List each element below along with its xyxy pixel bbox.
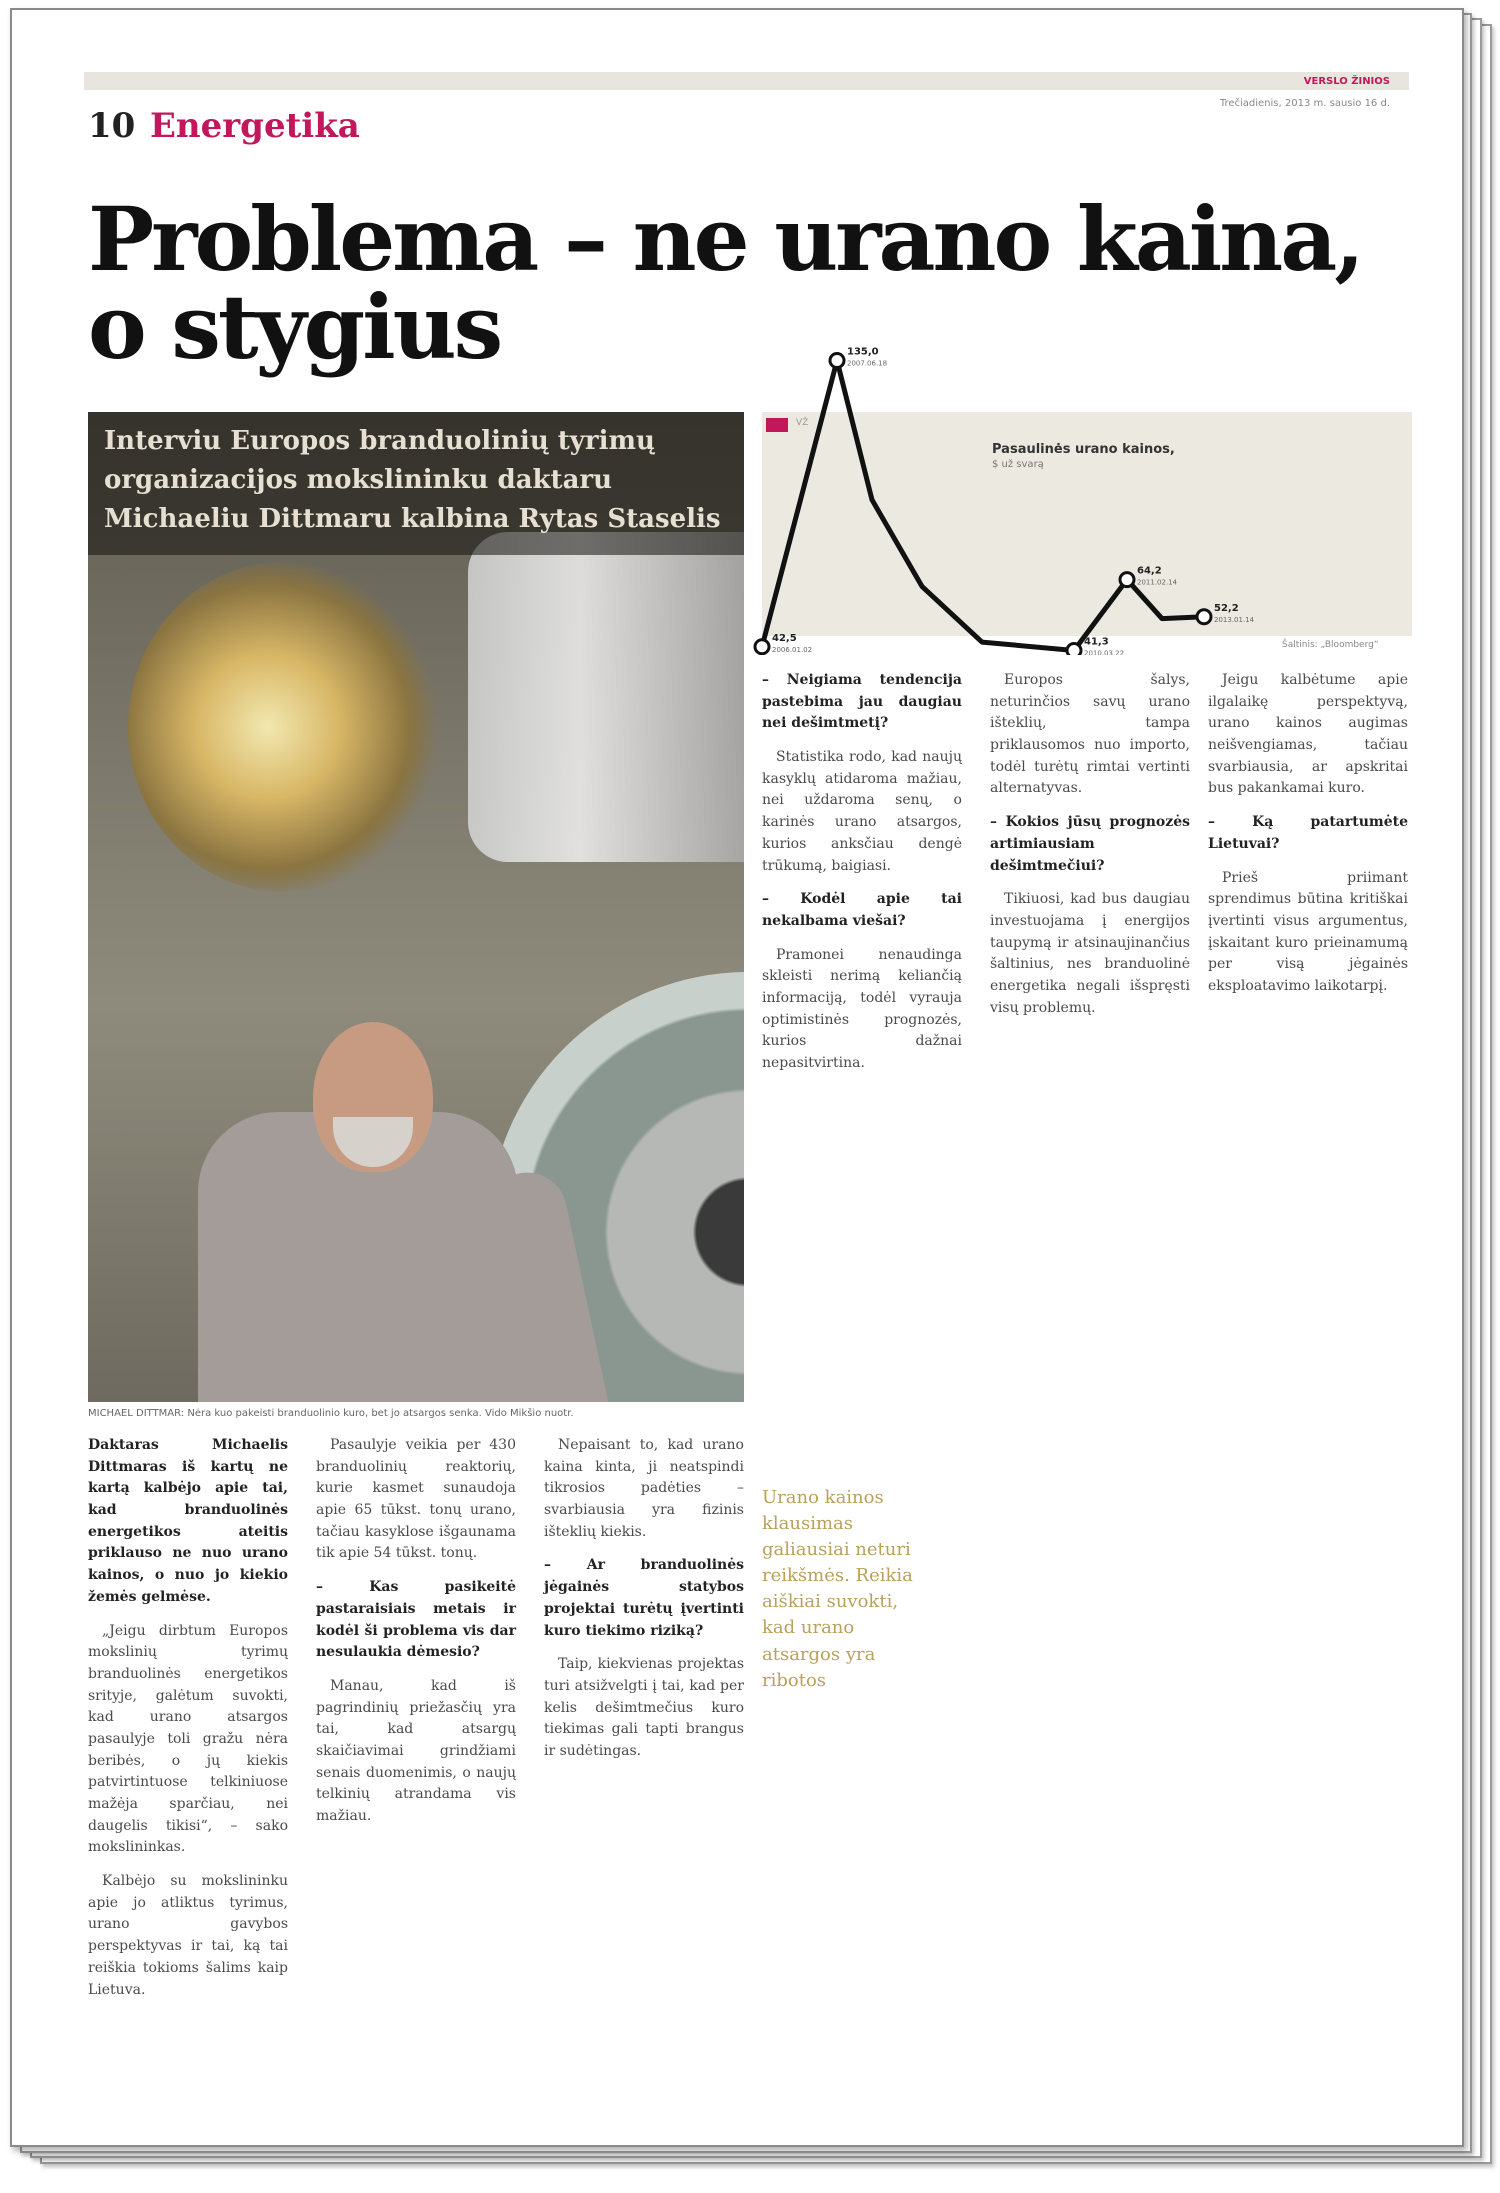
- page-number: 10: [88, 106, 136, 146]
- price-point-8: [1197, 610, 1211, 624]
- pull-quote: Urano kainos klausimas galiausiai neturi reikšmės. Reikia aiškiai suvokti, kad urano atsargos yra ribotos: [762, 1487, 913, 1691]
- body-paragraph: Pramonei nenaudinga skleisti nerimą keliančią informaciją, todėl vyrauja optimistinės prognozės, kurios dažnai nepasitvirtina.: [762, 946, 962, 1071]
- point-date-label: 2007.06.18: [847, 359, 888, 368]
- tunnel-light: [128, 562, 438, 892]
- question-paragraph: – Neigiama tendencija pastebima jau daugiau nei dešimtmetį?: [762, 672, 962, 732]
- body-paragraph: Taip, kiekvienas projektas turi atsižvelgti į tai, kad per kelis dešimtmečius kuro tiekimas gali tapti brangus ir sudėtingas.: [544, 1656, 744, 1759]
- question-paragraph: – Ar branduolinės jėgainės statybos projektai turėtų įvertinti kuro tiekimo riziką?: [544, 1557, 744, 1639]
- article-column-5: [990, 670, 1190, 1031]
- chart-title: Pasaulinės urano kainos,: [992, 442, 1175, 457]
- photo-caption: MICHAEL DITTMAR: Nėra kuo pakeisti branduolinio kuro, bet jo atsargos senka. Vido Mikšio nuotr.: [88, 1408, 574, 1419]
- portrait-photo: [88, 412, 744, 1402]
- body-paragraph: Nepaisant to, kad urano kaina kinta, ji neatspindi tikrosios padėties – svarbiausia yra fizinis išteklių kiekis.: [544, 1437, 744, 1540]
- price-point-1: [830, 353, 844, 367]
- chart-tag-label: VŽ: [796, 418, 809, 428]
- issue-date: Trečiadienis, 2013 m. sausio 16 d.: [1219, 98, 1390, 109]
- point-date-label: 2010.03.22: [1084, 649, 1125, 655]
- price-point-5: [1067, 644, 1081, 656]
- intro-overlay: [88, 412, 744, 555]
- price-point-6: [1120, 573, 1134, 587]
- body-paragraph: Prieš priimant sprendimus būtina kritiškai įvertinti visus argumentus, įskaitant kuro prieinamumą per visą jėgainės eksploatavimo laikotarpį.: [1208, 869, 1408, 994]
- headline: Problema – ne urano kaina, o stygius: [88, 187, 1362, 379]
- body-paragraph: „Jeigu dirbtum Europos mokslinių tyrimų branduolinės energetikos srityje, galėtum suvokti, kad urano atsargos pasaulyje toli gražu nėra beribės, o jų kiekis patvirtintuose telkiniuose mažėja sparčiau, nei daugelis tikisi“, – sako mokslininkas.: [88, 1622, 288, 1856]
- beam-pipe: [468, 532, 744, 862]
- body-paragraph: Tikiuosi, kad bus daugiau investuojama į energijos taupymą ir atsinaujinančius šaltinius, nes branduolinė energetika negali išspręsti visų problemų.: [990, 891, 1190, 1016]
- point-value-label: 64,2: [1137, 565, 1162, 577]
- chart-source: Šaltinis: „Bloomberg“: [1282, 640, 1379, 650]
- article-column-6: [1208, 670, 1408, 1010]
- question-paragraph: – Kas pasikeitė pastaraisiais metais ir kodėl ši problema vis dar nesulaukia dėmesio?: [316, 1579, 516, 1661]
- uranium-price-chart: [752, 295, 1412, 655]
- price-point-0: [755, 640, 769, 654]
- body-paragraph: Kalbėjo su mokslininku apie jo atliktus tyrimus, urano gavybos perspektyvas ir tai, ką tai reiškia tokioms šalims kaip Lietuva.: [88, 1873, 288, 1998]
- intro-text: Interviu Europos branduolinių tyrimų organizacijos mokslininku daktaru Michaeliu Dittmaru kalbina Rytas Staselis: [104, 426, 721, 534]
- point-date-label: 2013.01.14: [1214, 615, 1255, 624]
- article-column-3: [544, 1435, 744, 1775]
- point-value-label: 52,2: [1214, 602, 1239, 614]
- question-paragraph: – Kodėl apie tai nekalbama viešai?: [762, 891, 962, 929]
- point-date-label: 2006.01.02: [772, 645, 813, 654]
- article-column-4: [762, 670, 962, 1087]
- article-column-2: [316, 1435, 516, 1840]
- body-paragraph: Europos šalys, neturinčios savų urano išteklių, tampa priklausomos nuo importo, todėl turėtų rimtai vertinti alternatyvas.: [990, 672, 1190, 797]
- point-date-label: 2011.02.14: [1137, 578, 1178, 587]
- price-line: [762, 361, 1204, 651]
- chart-subtitle: $ už svarą: [992, 459, 1044, 470]
- body-paragraph: Statistika rodo, kad naujų kasyklų atidaroma mažiau, nei uždaroma senų, o karinės urano atsargos, kurios anksčiau dengė trūkumą, baigiasi.: [762, 749, 962, 874]
- section-title: Energetika: [150, 106, 360, 146]
- question-paragraph: – Kokios jūsų prognozės artimiausiam dešimtmečiui?: [990, 814, 1190, 874]
- publication-name: VERSLO ŽINIOS: [1303, 76, 1390, 87]
- question-paragraph: – Ką patartumėte Lietuvai?: [1208, 814, 1408, 852]
- article-column-1: [88, 1435, 288, 2013]
- question-paragraph: Daktaras Michaelis Dittmaras iš kartų ne kartą kalbėjo apie tai, kad branduolinės energetikos ateitis priklauso ne nuo urano kainos, o nuo jo kiekio žemės gelmėse.: [88, 1437, 288, 1605]
- body-paragraph: Jeigu kalbėtume apie ilgalaikę perspektyvą, urano kainos augimas neišvengiamas, tačiau svarbiausia, ar apskritai bus pakankamai kuro.: [1208, 672, 1408, 797]
- body-paragraph: Manau, kad iš pagrindinių priežasčių yra tai, kad atsargų skaičiavimai grindžiami senais duomenimis, o naujų telkinių atrandama vis mažiau.: [316, 1677, 516, 1824]
- body-paragraph: Pasaulyje veikia per 430 branduolinių reaktorių, kurie kasmet sunaudoja apie 65 tūkst. tonų urano, tačiau kasyklose išgaunama tik apie 54 tūkst. tonų.: [316, 1437, 516, 1562]
- point-value-label: 135,0: [847, 346, 879, 358]
- newspaper-page: [10, 8, 1464, 2147]
- point-value-label: 41,3: [1084, 636, 1109, 648]
- top-bar: [84, 72, 1409, 90]
- point-value-label: 42,5: [772, 632, 797, 644]
